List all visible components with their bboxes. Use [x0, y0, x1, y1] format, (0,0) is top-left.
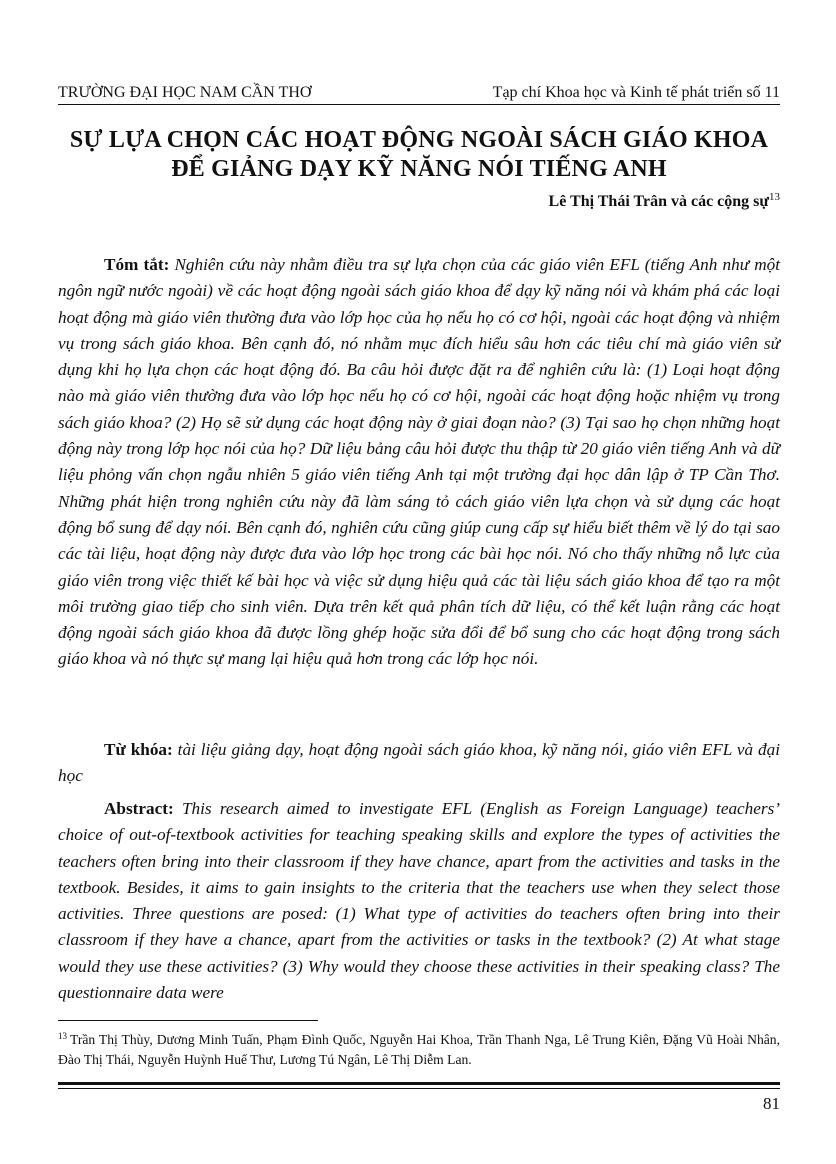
article-title: [58, 126, 780, 184]
header-journal: Tạp chí Khoa học và Kinh tế phát triển số 11: [492, 84, 780, 101]
journal-page: [58, 0, 780, 1164]
author-name: Lê Thị Thái Trân và các cộng sự: [548, 193, 769, 210]
footnote: [58, 1030, 780, 1070]
page-number: 81: [763, 1094, 780, 1113]
keywords-text: tài liệu giảng dạy, hoạt động ngoài sách giáo khoa, kỹ năng nói, giáo viên EFL và đại học: [58, 740, 781, 786]
abstract-label: Abstract:: [104, 799, 174, 818]
title-line-2: ĐỂ GIẢNG DẠY KỸ NĂNG NÓI TIẾNG ANH: [171, 156, 667, 182]
footnote-rule: [58, 1020, 318, 1021]
footnote-mark: 13: [58, 1031, 67, 1041]
keywords-label: Từ khóa:: [104, 740, 173, 759]
summary-label: Tóm tắt:: [104, 255, 170, 274]
footnote-text: Trần Thị Thùy, Dương Minh Tuấn, Phạm Đình Quốc, Nguyễn Hai Khoa, Trần Thanh Nga, Lê Trung Kiên, Đặng Vũ Hoài Nhân, Đào Thị Thái, Nguyễn Huỳnh Huế Thư, Lương Tú Ngân, Lê Thị Diễm Lan.: [58, 1032, 780, 1067]
author-line: [549, 192, 780, 212]
summary-text: Nghiên cứu này nhằm điều tra sự lựa chọn của các giáo viên EFL (tiếng Anh như một ngôn ngữ nước ngoài) về các hoạt động ngoài sách giáo khoa để dạy kỹ năng nói và khám phá các loại hoạt động mà giáo viên thường đưa vào lớp học của họ nếu họ có cơ hội, ngoài các hoạt động và nhiệm vụ trong sách giáo khoa. Bên cạnh đó, nó nhằm mục đích hiểu sâu hơn các tiêu chí mà giáo viên sử dụng khi họ lựa chọn các hoạt động đó. Ba câu hỏi được đặt ra để nghiên cứu là: (1) Loại hoạt động nào mà giáo viên thường đưa vào lớp học nếu họ có cơ hội, ngoài các hoạt động hoặc nhiệm vụ trong sách giáo khoa? (2) Họ sẽ sử dụng các hoạt động này ở giai đoạn nào? (3) Tại sao họ chọn những hoạt động này trong lớp học nói của họ? Dữ liệu bảng câu hỏi được thu thập từ 20 giáo viên tiếng Anh và dữ liệu phỏng vấn chọn ngẫu nhiên 5 giáo viên tiếng Anh tại một trường đại học dân lập ở TP Cần Thơ. Những phát hiện trong nghiên cứu này đã làm sáng tỏ cách giáo viên lựa chọn và sử dụng các hoạt động bổ sung để dạy nói. Bên cạnh đó, nghiên cứu cũng giúp cung cấp sự hiểu biết thêm về lý do tại sao các tài liệu, hoạt động này được đưa vào lớp học trong các bài học nói. Nó cho thấy những nỗ lực của giáo viên trong việc thiết kế bài học và việc sử dụng hiệu quả các tài liệu sách giáo khoa để tạo ra một môi trường giao tiếp cho sinh viên. Dựa trên kết quả phân tích dữ liệu, có thể kết luận rằng các hoạt động ngoài sách giáo khoa đã được lồng ghép hoặc sửa đổi để bổ sung cho các hoạt động trong sách giáo khoa và nó thực sự mang lại hiệu quả hơn trong các lớp học nói.: [58, 255, 781, 669]
title-line-1: SỰ LỰA CHỌN CÁC HOẠT ĐỘNG NGOÀI SÁCH GIÁO KHOA: [69, 127, 769, 153]
abstract-text: This research aimed to investigate EFL (English as Foreign Language) teachers’ choice of out-of-textbook activities for teaching speaking skills and explore the types of activities the teachers often bring into their classroom if they have chance, apart from the activities and tasks in the textbook. Besides, it aims to gain insights to the criteria that the teachers use when they select those activities. Three questions are posed: (1) What type of activities do teachers often bring into their classroom if they have a chance, apart from the activities or tasks in the textbook? (2) At what stage would they use these activities? (3) Why would they choose these activities in their speaking class? The questionnaire data were: [58, 799, 780, 1003]
author-footnote-mark: 13: [769, 191, 780, 203]
keywords-section: [58, 737, 780, 790]
running-header: [58, 84, 780, 102]
header-institution: TRƯỜNG ĐẠI HỌC NAM CẦN THƠ: [58, 84, 312, 101]
abstract-section: [58, 796, 780, 1006]
summary-section: [58, 252, 780, 673]
footer-rule: [58, 1082, 780, 1089]
header-rule: [58, 104, 780, 105]
